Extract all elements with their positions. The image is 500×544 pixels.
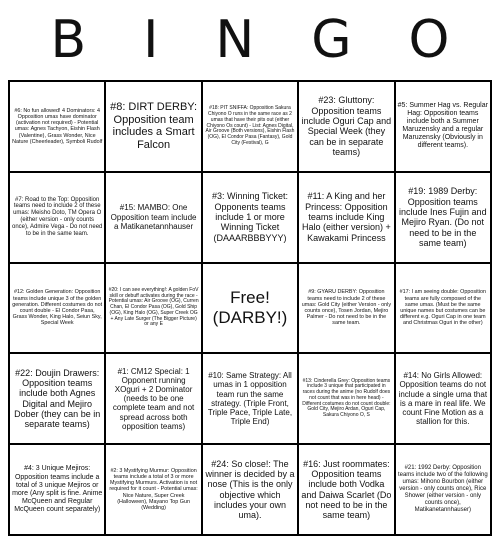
bingo-cell-r3c4: #9: GYARU DERBY: Opposition teams need to include 2 of these umas: Gold City (either Version - only counts once), Tosen Jordan, Mejiro Palmer - Do not need to be in the same team. bbox=[298, 263, 394, 354]
bingo-cell-r2c4: #11: A King and her Princess: Opposition teams include King Halo (either version) + Kawakami Princess bbox=[298, 172, 394, 263]
bingo-cell-r4c5: #14: No Girls Allowed: Opposition teams do not include a single uma that is a mare in real life. We count Fine Motion as a stallion for this. bbox=[395, 353, 491, 444]
bingo-cell-r5c5: #21: 1992 Derby: Opposition teams include two of the following umas: Mihono Bourbon (either version - only counts once), Rice Shower (either version - only counts once), Matikanetannhauser) bbox=[395, 444, 491, 535]
bingo-board bbox=[8, 80, 492, 536]
bingo-cell-r2c3: #3: Winning Ticket: Opponents teams include 1 or more Winning Ticket (DAAARBBBYYY) bbox=[202, 172, 298, 263]
bingo-cell-r1c1: #6: No fun allowed! 4 Dominators: 4 Opposition umas have dominator (activation not required) - Potential umas: Agnes Tachyon, Eishin Flash (Valentine), Grass Wonder, Nice Nature (Cheerleader), Symboli Rudolf bbox=[9, 81, 105, 172]
bingo-cell-r3c5: #17: I am seeing double: Opposition teams are fully composed of the same umas. (Must be the same unique names but costumes can be different e.g. Oguri Cap in one team and Christmas Oguri in the other) bbox=[395, 263, 491, 354]
free-space: Free! (DARBY!) bbox=[202, 263, 298, 354]
bingo-cell-r1c3: #18: PIT SNIFFA: Opposition Sakura Chiyono O runs in the same race as 2 umas that have their pits out (either Chiyono Os count) - List: Agnes Digital, Air Groove (Both versions), Eishin Flash (OG), El Condor Pasa (Fantasy), Gold City (Festival), G bbox=[202, 81, 298, 172]
bingo-cell-r1c5: #5: Summer Hag vs. Regular Hag: Opposition teams include both a Summer Maruzensky and a regular Maruzensky (Obviously in different teams). bbox=[395, 81, 491, 172]
bingo-cell-r4c1: #22: Doujin Drawers: Opposition teams include both Agnes Digital and Mejiro Dober (they can be in separate teams) bbox=[9, 353, 105, 444]
header-letter-b: B bbox=[50, 10, 87, 70]
bingo-cell-r5c3: #24: So close!: The winner is decided by a nose (This is the only objective which includes your own uma). bbox=[202, 444, 298, 535]
bingo-cell-r1c2: #8: DIRT DERBY: Opposition team includes a Smart Falcon bbox=[105, 81, 201, 172]
header-letter-n: N bbox=[215, 10, 255, 70]
header-letter-g: G bbox=[311, 10, 352, 70]
bingo-cell-r4c4: #13: Cinderella Grey: Opposition teams include 3 unique that participated in races during the anime (no Rudolf does not count that was in here head) - Different costumes do not count double: Gold City, Mejiro Ardan, Oguri Cap, Sakura Chiyono O, S bbox=[298, 353, 394, 444]
bingo-cell-r2c5: #19: 1989 Derby: Opposition teams include Ines Fujin and Mejiro Ryan. (Do not need to be in the same team) bbox=[395, 172, 491, 263]
bingo-cell-r2c1: #7: Road to the Top: Opposition teams need to include 2 of these umas: Meisho Doto, TM Opera O (either version - only counts once), Admire Vega - Do not need to be in the same team. bbox=[9, 172, 105, 263]
bingo-cell-r5c1: #4: 3 Unique Mejiros: Opposition teams include a total of 3 unique Mejiros or more (Any split is fine. Anime McQueen and Regular McQueen count separately) bbox=[9, 444, 105, 535]
bingo-cell-r5c2: #2: 3 Mystifying Murmur: Opposition teams include a total of 3 or more Mystifying Murmurs. Activation is not required for it count - Potential umas: Nice Nature, Super Creek (Halloween), Mayano Top Gun (Wedding) bbox=[105, 444, 201, 535]
header-letter-o: O bbox=[408, 10, 450, 70]
bingo-cell-r3c2: #20: I can see everything!: A golden FoV skill or debuff activates during the race - Potential umas: Air Groove (OG), Curren Chan, El Condor Pasa (OG), Gold Ship (OG), King Halo (OG), Super Creek OG + Any Late Surger (The Bigger Picture) or any E bbox=[105, 263, 201, 354]
bingo-cell-r4c2: #1: CM12 Special: 1 Opponent running XOguri + 2 Dominator (needs to be one complete team and not spread across both opposition teams) bbox=[105, 353, 201, 444]
bingo-cell-r5c4: #16: Just roommates: Opposition teams include both Vodka and Daiwa Scarlet (Do not need to be in the same team) bbox=[298, 444, 394, 535]
bingo-header bbox=[0, 0, 500, 80]
bingo-cell-r1c4: #23: Gluttony: Opposition teams include Oguri Cap and Special Week (they can be in separate teams) bbox=[298, 81, 394, 172]
bingo-cell-r3c1: #12: Golden Generation: Opposition teams include unique 3 of the golden generation. Different costumes do not count double - El Condor Pasa, Grass Wonder, King Halo, Seiun Sky, Special Week bbox=[9, 263, 105, 354]
bingo-cell-r2c2: #15: MAMBO: One Opposition team include a Matikanetannhauser bbox=[105, 172, 201, 263]
header-letter-i: I bbox=[143, 10, 159, 70]
bingo-cell-r4c3: #10: Same Strategy: All umas in 1 opposition team run the same strategy. (Triple Front, Triple Pace, Triple Late, Triple End) bbox=[202, 353, 298, 444]
